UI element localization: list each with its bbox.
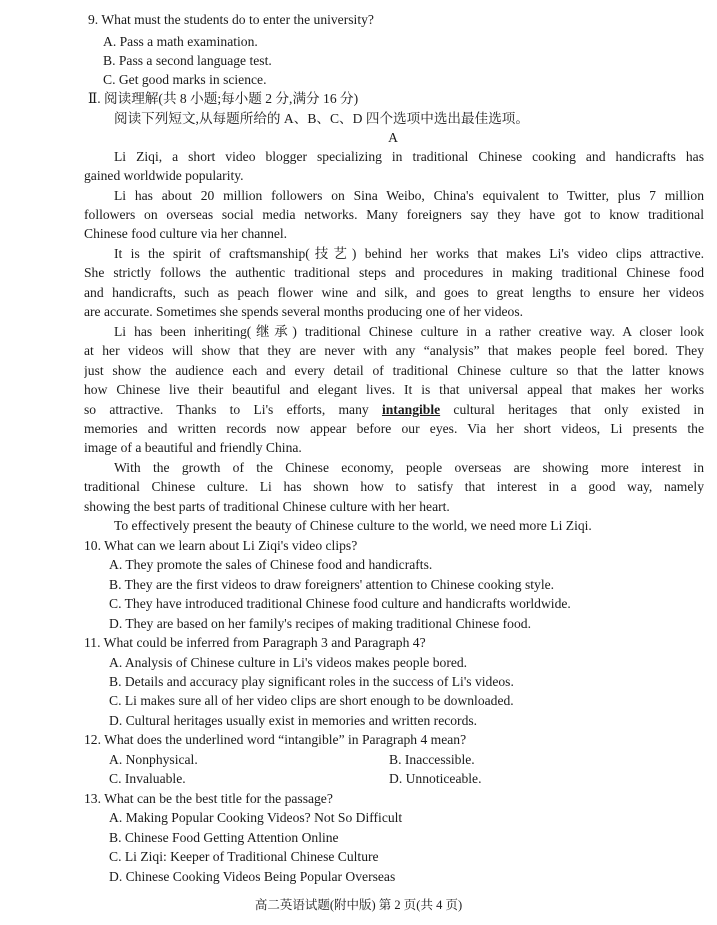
p2-line-2: followers on overseas social media networks. Many foreigners say they have got to know traditional	[84, 207, 704, 222]
p4-line-4: how Chinese live their beautiful and elegant lives. It is that universal appeal that makes her works	[84, 382, 704, 397]
p3-line-4: are accurate. Sometimes she spends several months producing one of her videos.	[84, 304, 524, 319]
q9-stem: 9. What must the students do to enter the university?	[88, 12, 374, 27]
q10-option-c: C. They have introduced traditional Chinese food culture and handicrafts worldwide.	[109, 596, 571, 611]
p3-line-1: It is the spirit of craftsmanship(技艺) behind her works that makes Li's video clips attractive.	[114, 246, 704, 261]
p4-line-6: memories and written records now appear before our eyes. Via her short videos, Li presents the	[84, 421, 704, 436]
p4-line-2: at her videos will show that they are never with any “analysis” that makes people feel bored. They	[84, 343, 704, 358]
passage-label: A	[388, 130, 398, 145]
p1-line-2: gained worldwide popularity.	[84, 168, 244, 183]
q12-option-b: B. Inaccessible.	[389, 752, 475, 767]
q12-option-d: D. Unnoticeable.	[389, 771, 482, 786]
page-footer: 高二英语试题(附中版) 第 2 页(共 4 页)	[254, 898, 463, 912]
q13-option-d: D. Chinese Cooking Videos Being Popular Overseas	[109, 869, 396, 884]
p4-line-5-after: cultural heritages that only existed in	[440, 402, 704, 417]
q9-option-c: C. Get good marks in science.	[103, 72, 267, 87]
q11-option-d: D. Cultural heritages usually exist in memories and written records.	[109, 713, 478, 728]
q10-option-a: A. They promote the sales of Chinese food and handicrafts.	[109, 557, 433, 572]
q12-option-a: A. Nonphysical.	[109, 752, 198, 767]
p5-line-3: showing the best parts of traditional Chinese culture with her heart.	[84, 499, 450, 514]
q10-option-d: D. They are based on her family's recipes of making traditional Chinese food.	[109, 616, 531, 631]
q9-option-b: B. Pass a second language test.	[103, 53, 272, 68]
q10-stem: 10. What can we learn about Li Ziqi's video clips?	[84, 538, 358, 553]
p6-line-1: To effectively present the beauty of Chinese culture to the world, we need more Li Ziqi.	[114, 518, 592, 533]
p4-line-3: just show the audience each and every detail of traditional Chinese culture so that the latter knows	[84, 363, 704, 378]
p1-line-1: Li Ziqi, a short video blogger specializing in traditional Chinese cooking and handicrafts has	[114, 149, 704, 164]
q11-option-b: B. Details and accuracy play significant roles in the success of Li's videos.	[109, 674, 514, 689]
p4-line-5	[84, 400, 704, 419]
q11-stem: 11. What could be inferred from Paragraph 3 and Paragraph 4?	[84, 635, 426, 650]
p3-line-3: and handicrafts, such as peach flower wine and silk, and goes to great lengths to ensure her videos	[84, 285, 704, 300]
q11-option-a: A. Analysis of Chinese culture in Li's videos makes people bored.	[109, 655, 468, 670]
q12-stem: 12. What does the underlined word “intangible” in Paragraph 4 mean?	[84, 732, 467, 747]
p4-line-1: Li has been inheriting(继承) traditional Chinese culture in a rather creative way. A closer look	[114, 324, 704, 339]
q9-option-a: A. Pass a math examination.	[103, 34, 258, 49]
q10-option-b: B. They are the first videos to draw foreigners' attention to Chinese cooking style.	[109, 577, 555, 592]
q11-option-c: C. Li makes sure all of her video clips are short enough to be downloaded.	[109, 693, 514, 708]
q13-option-b: B. Chinese Food Getting Attention Online	[109, 830, 339, 845]
section-instruction: 阅读下列短文,从每题所给的 A、B、C、D 四个选项中选出最佳选项。	[114, 111, 529, 126]
q13-option-a: A. Making Popular Cooking Videos? Not So Difficult	[109, 810, 403, 825]
q13-option-c: C. Li Ziqi: Keeper of Traditional Chinese Culture	[109, 849, 379, 864]
p2-line-1: Li has about 20 million followers on Sina Weibo, China's equivalent to Twitter, plus 7 million	[114, 188, 704, 203]
p5-line-1: With the growth of the Chinese economy, people overseas are showing more interest in	[114, 460, 704, 475]
underlined-word-intangible: intangible	[381, 402, 441, 417]
p4-line-5-before: so attractive. Thanks to Li's efforts, many	[84, 402, 382, 417]
q12-option-c: C. Invaluable.	[109, 771, 186, 786]
p2-line-3: Chinese food culture via her channel.	[84, 226, 288, 241]
p5-line-2: traditional Chinese culture. Li has shown how to satisfy that interest in a good way, namely	[84, 479, 704, 494]
p3-line-2: She strictly follows the authentic traditional steps and procedures in making traditional Chinese food	[84, 265, 704, 280]
q13-stem: 13. What can be the best title for the passage?	[84, 791, 333, 806]
p4-line-7: image of a beautiful and friendly China.	[84, 440, 302, 455]
section-heading: Ⅱ. 阅读理解(共 8 小题;每小题 2 分,满分 16 分)	[88, 91, 359, 106]
